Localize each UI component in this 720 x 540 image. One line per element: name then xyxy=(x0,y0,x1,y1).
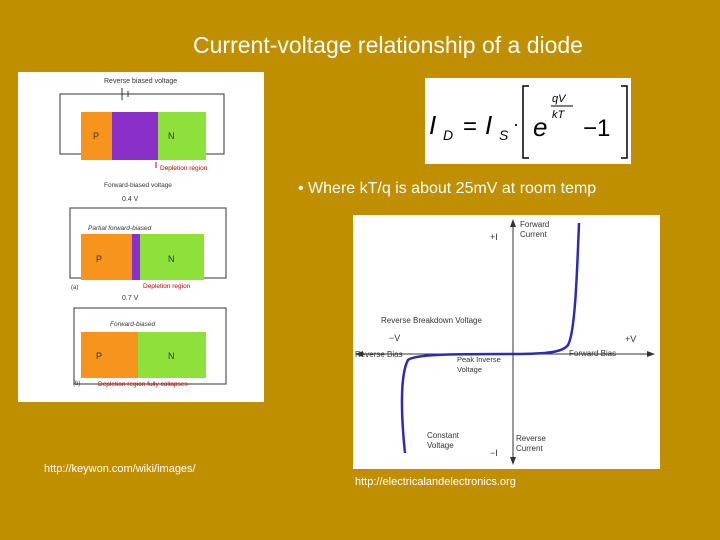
forward-bias-label: Forward Bias xyxy=(569,349,617,358)
partial-forward-label: Partial forward-biased xyxy=(88,225,152,232)
iv-curve-diagram xyxy=(353,215,660,469)
n-label-1: N xyxy=(168,131,175,141)
forward-biased-text: Forward-biased xyxy=(110,321,156,328)
diode-bias-figure xyxy=(18,72,264,402)
eq-exp-num: qV xyxy=(552,93,566,105)
eq-id-sub: D xyxy=(443,127,454,143)
bullet-text: • Where kT/q is about 25mV at room temp xyxy=(298,180,597,197)
minus-vak-label: −V xyxy=(389,333,401,343)
forward-current-label: Forward Current xyxy=(520,220,550,239)
svg-text:=: = xyxy=(463,113,478,140)
tag-a: (a) xyxy=(71,285,79,291)
reverse-bias-label: Reverse Bias xyxy=(355,350,403,359)
depletion-region-label-1: Depletion region xyxy=(160,165,208,172)
reverse-current-label: Reverse Current xyxy=(516,434,546,453)
eq-minus-one: −1 xyxy=(583,115,611,142)
eq-is: I xyxy=(485,110,493,140)
svg-text:·: · xyxy=(513,114,519,134)
peak-inverse-label: Peak Inverse Voltage xyxy=(457,355,501,374)
voltage-0-4: 0.4 V xyxy=(122,196,139,203)
p-region-2 xyxy=(81,234,132,280)
depletion-region-2 xyxy=(132,234,140,280)
iv-curve xyxy=(402,223,579,453)
p-label-1: P xyxy=(93,131,100,141)
slide-title: Current-voltage relationship of a diode xyxy=(193,32,583,58)
eq-exp-den: kT xyxy=(552,109,565,121)
reverse-biased-label: Reverse biased voltage xyxy=(104,78,178,85)
diode-equation xyxy=(425,78,631,164)
left-credit-url[interactable]: http://keywon.com/wiki/images/ xyxy=(44,463,196,475)
p-label-2: P xyxy=(96,254,103,264)
p-region-3 xyxy=(81,332,138,378)
constant-voltage-label: Constant Voltage xyxy=(427,431,460,450)
plus-ia-label: +I xyxy=(490,232,498,242)
eq-is-sub: S xyxy=(499,127,509,143)
forward-biased-label: Forward-biased voltage xyxy=(104,182,172,189)
svg-text:e: e xyxy=(533,112,548,142)
p-label-3: P xyxy=(96,351,103,361)
voltage-0-7: 0.7 V xyxy=(122,295,139,302)
tag-b: (b) xyxy=(73,381,81,387)
diode-bias-diagram xyxy=(18,72,264,402)
right-credit-url[interactable]: http://electricalandelectronics.org xyxy=(355,476,516,488)
iv-characteristic-figure xyxy=(353,215,660,469)
eq-id: I xyxy=(429,110,437,140)
n-label-2: N xyxy=(168,254,175,264)
minus-ia-label: −I xyxy=(490,448,498,458)
depletion-collapse-label: Depletion region fully collapses xyxy=(98,381,188,388)
depletion-region-1 xyxy=(112,112,158,160)
n-region-1 xyxy=(158,112,206,160)
depletion-region-label-2: Depletion region xyxy=(143,283,191,290)
n-label-3: N xyxy=(168,351,175,361)
plus-vak-label: +V xyxy=(625,334,637,344)
reverse-breakdown-label: Reverse Breakdown Voltage xyxy=(381,316,482,325)
